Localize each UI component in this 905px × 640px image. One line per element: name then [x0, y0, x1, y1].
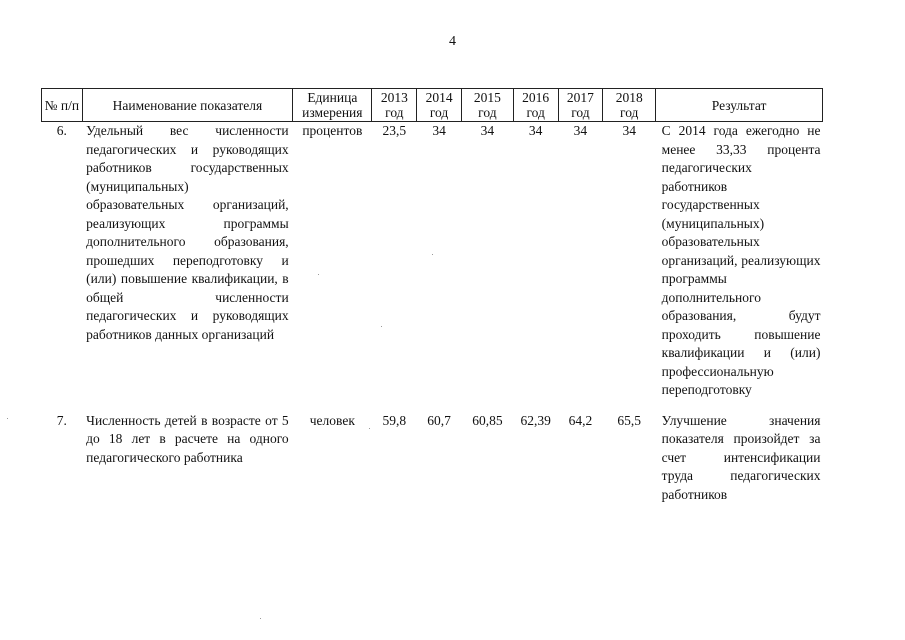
header-year-2017: 2017 год	[558, 89, 603, 122]
header-unit: Единица измерения	[293, 89, 372, 122]
value-2018: 34	[603, 122, 656, 400]
row-number: 6.	[42, 122, 83, 400]
indicator-unit: процентов	[293, 122, 372, 400]
header-year-2015: 2015 год	[461, 89, 513, 122]
value-2015: 60,85	[472, 412, 503, 428]
row-number: 7.	[56, 412, 67, 428]
header-result: Результат	[656, 89, 823, 122]
value-2016: 34	[513, 122, 558, 400]
scan-speck	[7, 418, 8, 419]
table-header	[42, 89, 823, 122]
value-2013: 23,5	[372, 122, 417, 400]
header-year-2014: 2014 год	[417, 89, 462, 122]
header-year-2013: 2013 год	[372, 89, 417, 122]
header-year-2016: 2016 год	[513, 89, 558, 122]
table-row	[42, 400, 823, 505]
value-2017: 34	[558, 122, 603, 400]
header-num: № п/п	[42, 89, 83, 122]
value-2016: 62,39	[520, 412, 551, 428]
indicator-table-container	[41, 88, 823, 504]
indicator-result: С 2014 года ежегодно не менее 33,33 процента педагогических работников государственных (муниципальных) образовательных организаций, реализующих программы дополнительного образования, будут проходить повышение квалификации и (или) профессиональную переподготовку	[656, 122, 823, 400]
value-2013: 59,8	[382, 412, 407, 428]
header-row	[42, 89, 823, 122]
indicator-name: Численность детей в возрасте от 5 до 18 лет в расчете на одного педагогического работника	[86, 412, 289, 465]
indicator-name: Удельный вес численности педагогических и руководящих работников государственных (муниципальных) образовательных организаций, реализующих программы дополнительного образования, прошедших переподготовку и (или) повышение квалификации, в общей численности педагогических и руководящих работников данных организаций	[82, 122, 293, 400]
indicator-table	[41, 88, 823, 504]
table-body	[42, 122, 823, 505]
scan-speck	[260, 618, 261, 619]
scan-speck	[381, 326, 382, 327]
header-name: Наименование показателя	[82, 89, 293, 122]
scan-speck	[432, 254, 433, 255]
value-2014: 34	[417, 122, 462, 400]
value-2015: 34	[461, 122, 513, 400]
indicator-unit: человек	[309, 412, 355, 428]
value-2017: 64,2	[568, 412, 593, 428]
header-year-2018: 2018 год	[603, 89, 656, 122]
indicator-result: Улучшение значения показателя произойдет за счет интенсификации труда педагогических работников	[661, 412, 821, 502]
page-number: 4	[449, 34, 456, 49]
value-2018: 65,5	[617, 412, 642, 428]
scan-speck	[318, 274, 319, 275]
value-2014: 60,7	[427, 412, 451, 428]
table-row	[42, 122, 823, 400]
scan-speck	[369, 428, 370, 429]
